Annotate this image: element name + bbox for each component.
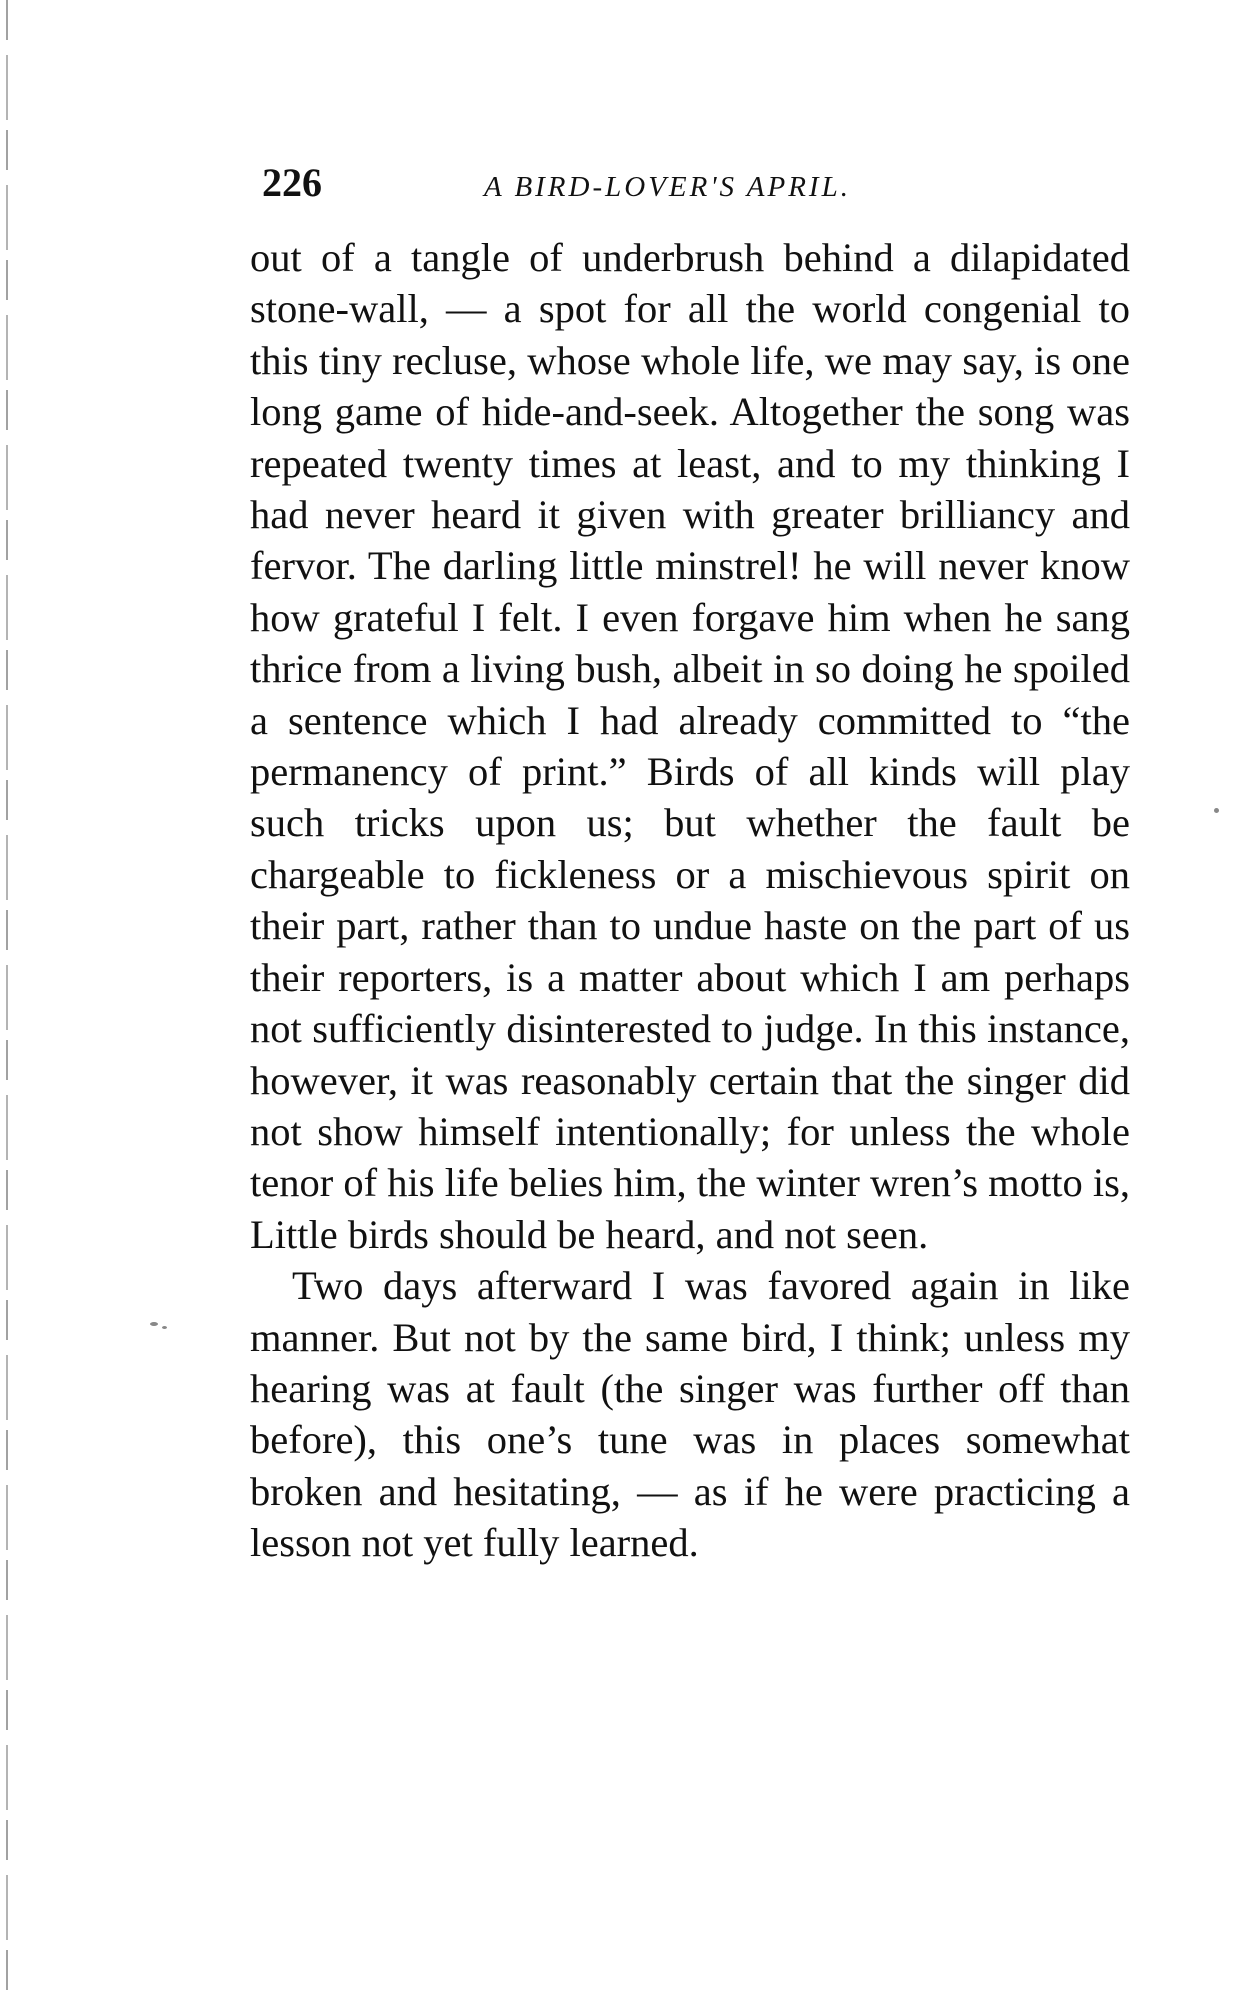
- paper-speck: [162, 1326, 167, 1329]
- page-number: 226: [262, 160, 322, 205]
- paragraph-2: Two days afterward I was favored again in like manner. But not by the same bird, I think; unless my hearing was at fault (the singer was further off than before), this one’s tune was in places somewhat broken and hesitating, — as if he were practicing a lesson not yet fully learned.: [250, 1263, 1130, 1566]
- body-text: [250, 232, 1130, 1569]
- paragraph-1: out of a tangle of underbrush behind a dilapidated stone-wall, — a spot for all the world congenial to this tiny recluse, whose whole life, we may say, is one long game of hide-and-seek. Altogether the song was repeated twenty times at least, and to my thinking I had never heard it given with greater brilliancy and fervor. The darling little minstrel! he will never know how grateful I felt. I even forgave him when he sang thrice from a living bush, albeit in so doing he spoiled a sentence which I had already committed to “the permanency of print.” Birds of all kinds will play such tricks upon us; but whether the fault be chargeable to fickleness or a mischievous spirit on their part, rather than to undue haste on the part of us their reporters, is a matter about which I am perhaps not sufficiently disinterested to judge. In this instance, however, it was reasonably certain that the singer did not show himself intentionally; for unless the whole tenor of his life belies him, the winter wren’s motto is, Little birds should be heard, and not seen.: [250, 235, 1130, 1257]
- page-header: [262, 158, 922, 208]
- running-title: A BIRD-LOVER'S APRIL.: [484, 171, 851, 203]
- paper-speck: [150, 1322, 158, 1326]
- page-edge-shadow: [6, 0, 8, 1990]
- paper-speck: [1214, 808, 1219, 813]
